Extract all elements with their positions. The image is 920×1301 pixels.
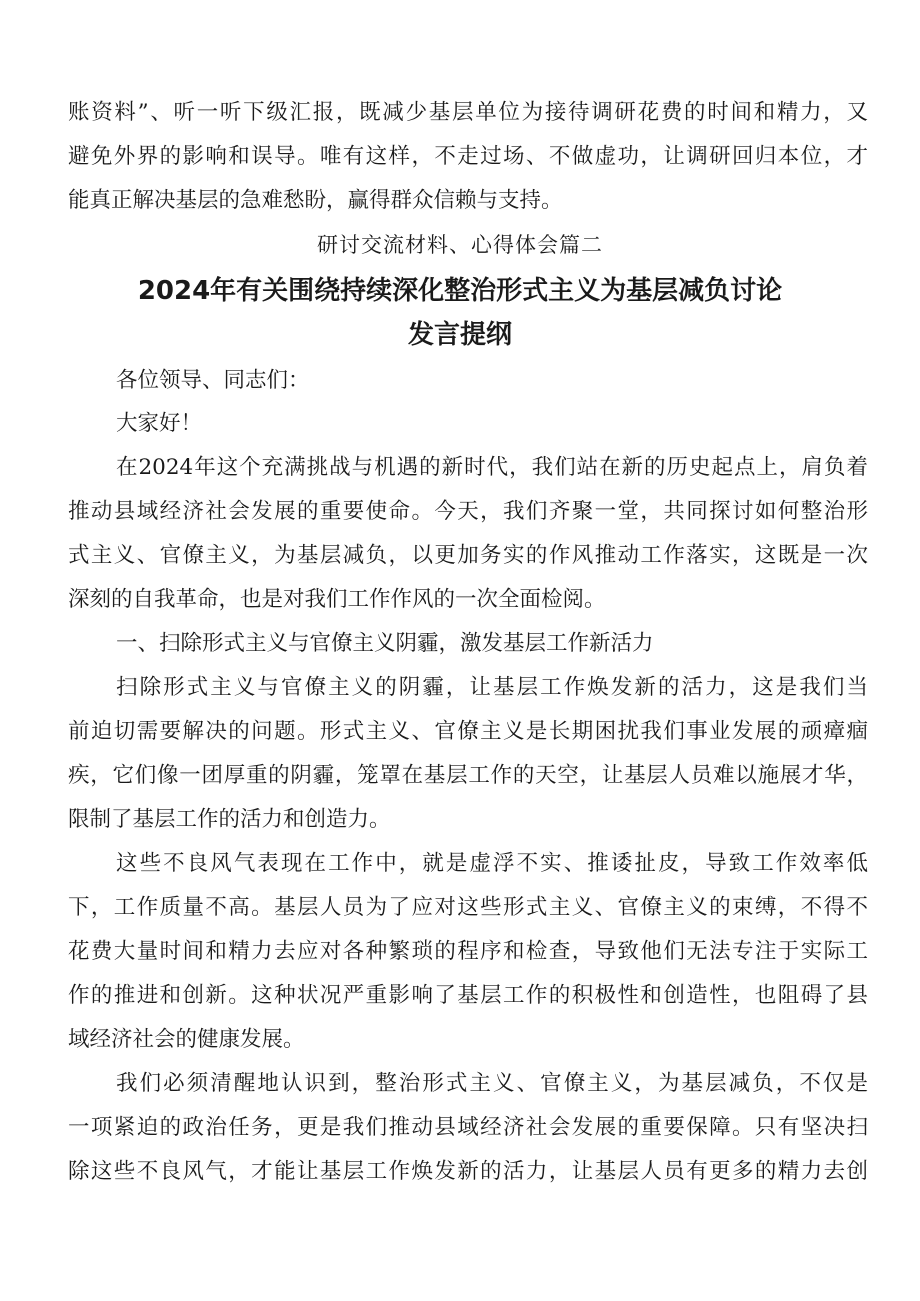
body-line: 扫除形式主义与官僚主义的阴霾，让基层工作焕发新的活力，这是我们当 [116, 675, 868, 700]
body-line: 账资料”、听一听下级汇报，既减少基层单位为接待调研花费的时间和精力，又 [68, 100, 868, 125]
body-line: 花费大量时间和精力去应对各种繁琐的程序和检查，导致他们无法专注于实际工 [68, 939, 868, 964]
section-heading: 一、扫除形式主义与官僚主义阴霾，激发基层工作新活力 [116, 631, 654, 656]
body-line: 推动县域经济社会发展的重要使命。今天，我们齐聚一堂，共同探讨如何整治形 [68, 499, 868, 524]
salutation: 各位领导、同志们： [116, 368, 310, 393]
document-title-line-1: 2024年有关围绕持续深化整治形式主义为基层减负讨论 [137, 276, 783, 306]
section-label: 研讨交流材料、心得体会篇二 [317, 233, 603, 257]
body-line: 这些不良风气表现在工作中，就是虚浮不实、推诿扯皮，导致工作效率低 [116, 851, 868, 876]
body-line: 能真正解决基层的急难愁盼，赢得群众信赖与支持。 [68, 188, 563, 213]
body-line: 在2024年这个充满挑战与机遇的新时代，我们站在新的历史起点上，肩负着 [116, 455, 868, 480]
body-line: 下，工作质量不高。基层人员为了应对这些形式主义、官僚主义的束缚，不得不 [68, 895, 868, 920]
body-line: 前迫切需要解决的问题。形式主义、官僚主义是长期困扰我们事业发展的顽瘴痼 [68, 719, 868, 744]
body-line: 我们必须清醒地认识到，整治形式主义、官僚主义，为基层减负，不仅是 [116, 1071, 868, 1096]
body-line: 限制了基层工作的活力和创造力。 [68, 807, 391, 832]
body-line: 疾，它们像一团厚重的阴霾，笼罩在基层工作的天空，让基层人员难以施展才华， [68, 763, 868, 788]
body-line: 一项紧迫的政治任务，更是我们推动县域经济社会发展的重要保障。只有坚决扫 [68, 1115, 868, 1140]
document-title-line-2: 发言提纲 [407, 320, 512, 350]
greeting: 大家好！ [116, 411, 203, 436]
body-line: 避免外界的影响和误导。唯有这样，不走过场、不做虚功，让调研回归本位，才 [68, 144, 868, 169]
body-line: 式主义、官僚主义，为基层减负，以更加务实的作风推动工作落实，这既是一次 [68, 543, 868, 568]
body-line: 深刻的自我革命，也是对我们工作作风的一次全面检阅。 [68, 587, 606, 612]
body-line: 作的推进和创新。这种状况严重影响了基层工作的积极性和创造性，也阻碍了县 [68, 983, 868, 1008]
body-line: 域经济社会的健康发展。 [68, 1027, 305, 1052]
body-line: 除这些不良风气，才能让基层工作焕发新的活力，让基层人员有更多的精力去创 [68, 1159, 868, 1184]
